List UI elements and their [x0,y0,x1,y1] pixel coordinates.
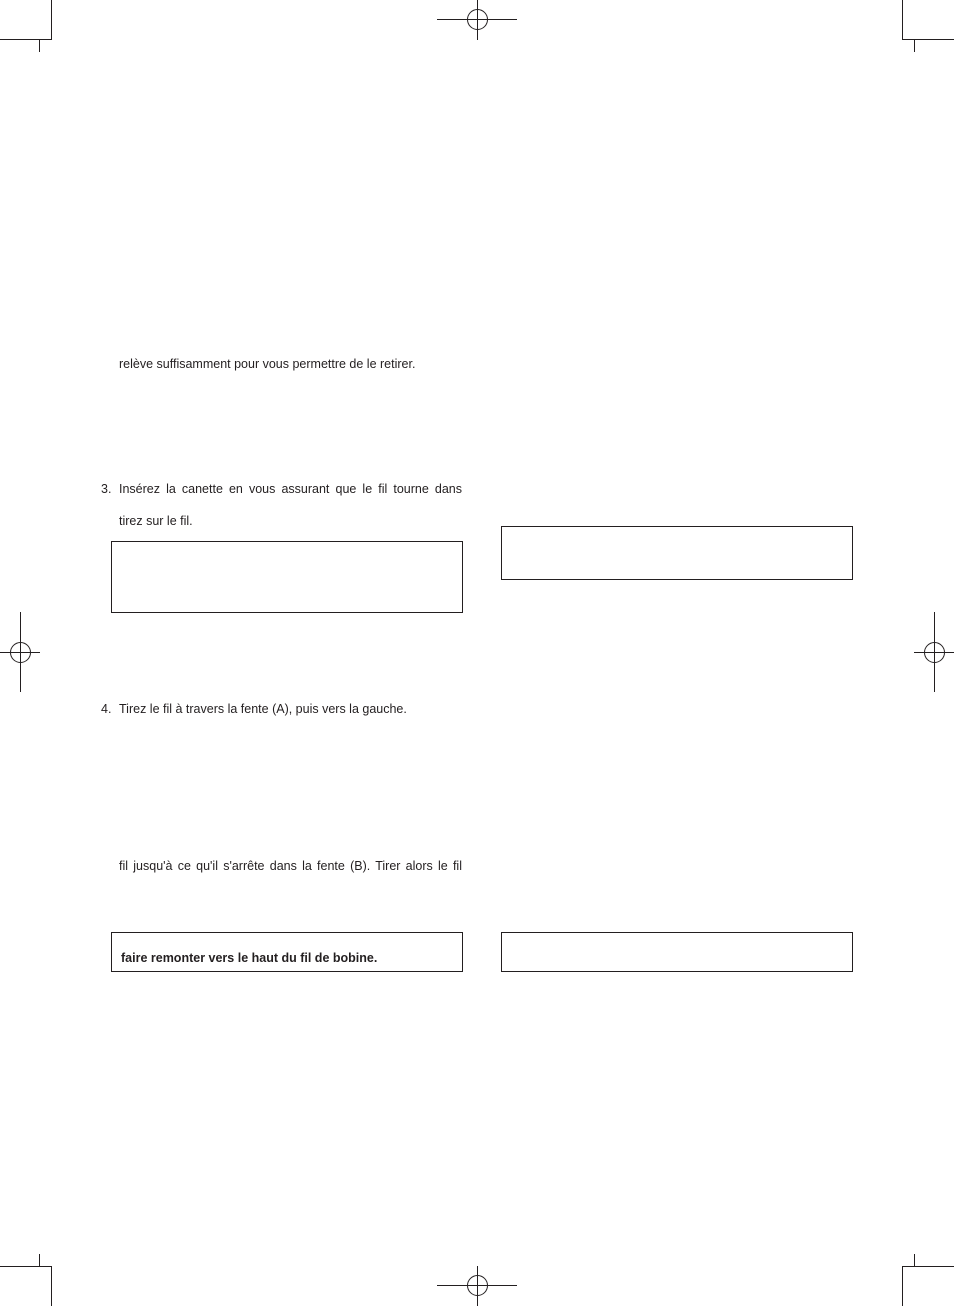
note-box-left-1 [111,541,463,613]
note-box-right-1 [501,526,853,580]
step-4-line-2: fil jusqu'à ce qu'il s'arrête dans la fente (B). Tirer alors le fil [119,859,462,873]
step-3-line-2: tirez sur le fil. [119,514,193,528]
note-box-right-2 [501,932,853,972]
note-text: faire remonter vers le haut du fil de bobine. [121,951,378,965]
step-3-number: 3. [101,482,112,496]
paragraph-line: relève suffisamment pour vous permettre de le retirer. [119,357,416,371]
step-4-line-1: Tirez le fil à travers la fente (A), puis vers la gauche. [119,702,407,716]
step-3-line-1: Insérez la canette en vous assurant que le fil tourne dans [119,482,462,496]
note-box-left-2 [111,932,463,972]
step-4-number: 4. [101,702,112,716]
